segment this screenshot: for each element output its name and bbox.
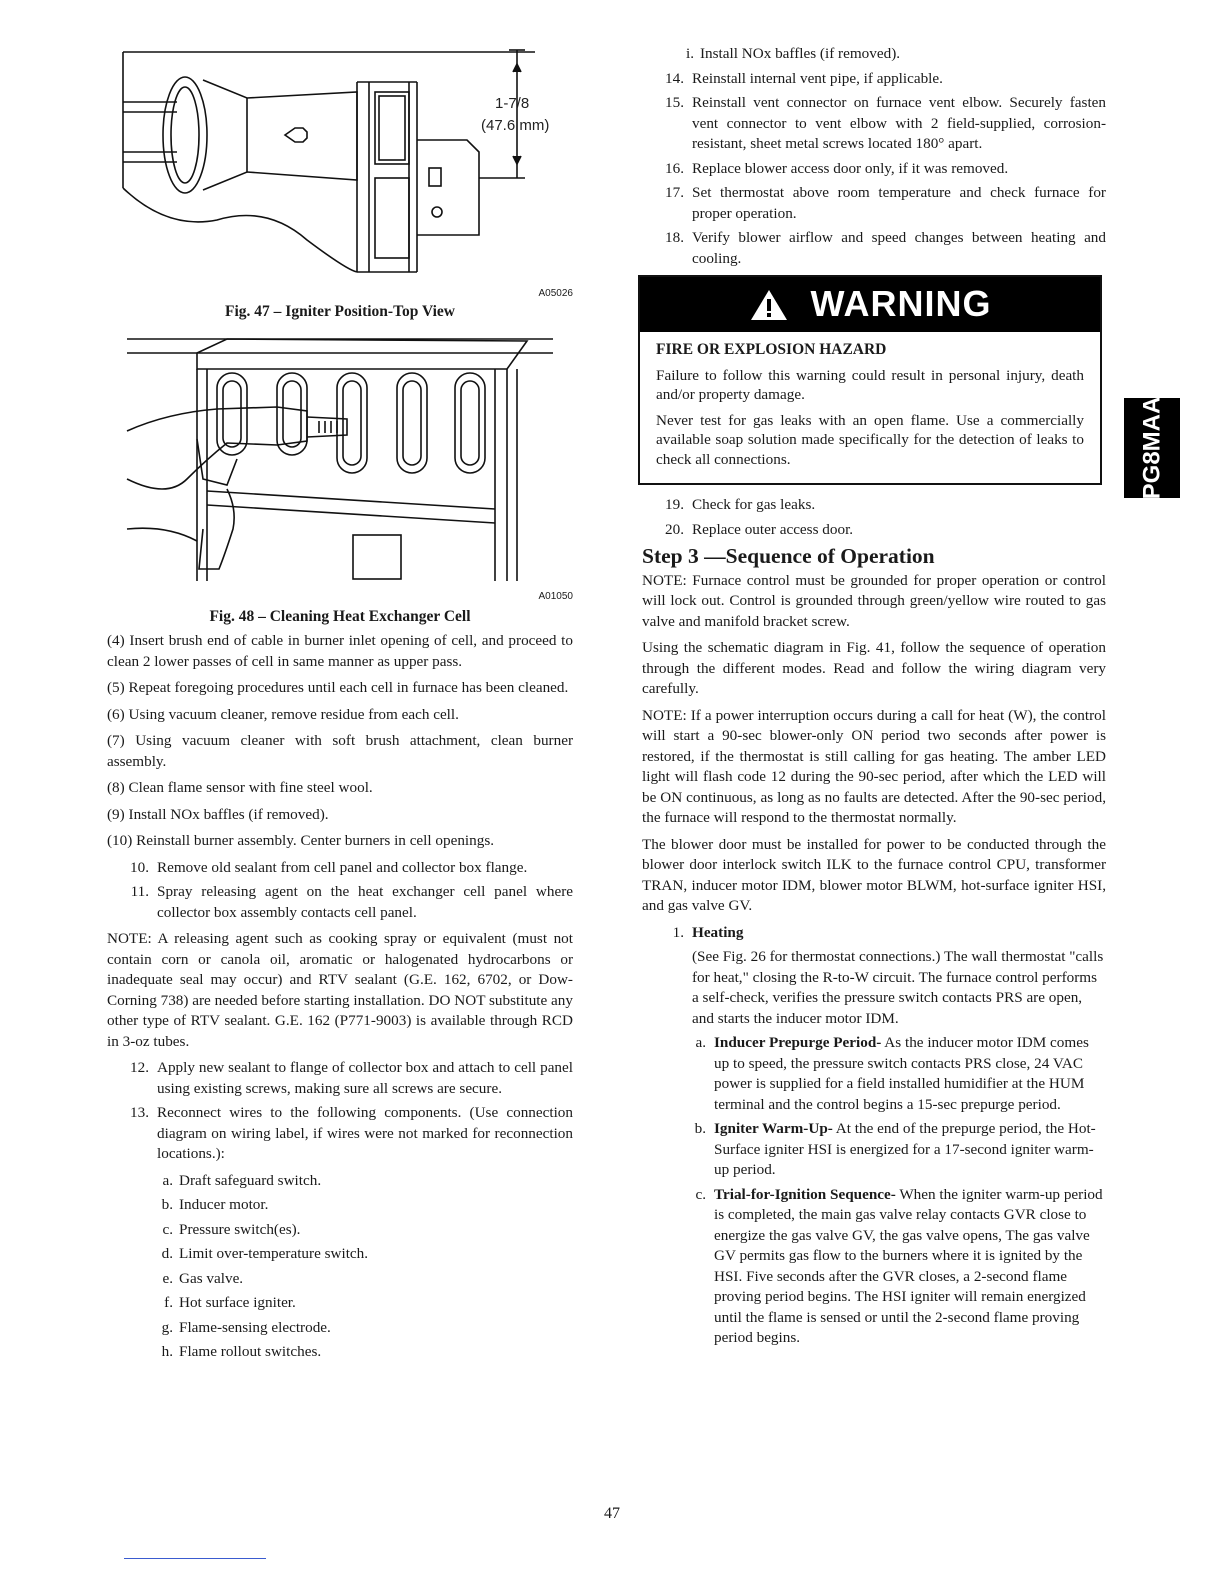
procedure-paragraph: (8) Clean flame sensor with fine steel wool. <box>107 779 373 796</box>
list-item: c. Pressure switch(es). <box>162 1220 301 1238</box>
list-item: 14. Reinstall internal vent pipe, if applicable. <box>665 69 943 87</box>
list-item: 13. Reconnect wires to the following components. (Use connection diagram on wiring label, if wires were not marked for reconnection locations.): <box>130 1104 573 1162</box>
heating-heading: 1. Heating <box>672 923 744 941</box>
list-item: h. Flame rollout switches. <box>161 1343 322 1360</box>
list-item: a. Inducer Prepurge Period- As the inducer motor IDM comes up to speed, the pressure switch contacts PRS close, 24 VAC power is supplied for a field installed humidifier at the HUM terminal and the control begins a 15-sec prepurge period. <box>695 1034 1089 1113</box>
list-item: e. Gas valve. <box>162 1269 244 1287</box>
list-item: i. Install NOx baffles (if removed). <box>685 45 901 62</box>
list-item: a. Draft safeguard switch. <box>162 1171 322 1189</box>
list-item: 20. Replace outer access door. <box>665 520 854 538</box>
list-item: f. Hot surface igniter. <box>164 1294 296 1311</box>
numbered-steps <box>107 858 573 924</box>
procedure-paragraph: (7) Using vacuum cleaner with soft brush attachment, clean burner assembly. <box>107 732 573 770</box>
warning-title: WARNING <box>810 283 992 325</box>
components-list <box>107 1171 573 1363</box>
figure-48 <box>107 329 573 603</box>
igniter-top-view-drawing <box>107 40 573 290</box>
figure-47 <box>107 40 573 298</box>
right-column <box>642 44 1106 1353</box>
list-item: b. Inducer motor. <box>161 1196 269 1213</box>
warning-body <box>640 332 1100 483</box>
body-paragraph: Using the schematic diagram in Fig. 41, follow the sequence of operation through the different modes. Read and follow the wiring diagram very carefully. <box>642 639 1106 697</box>
components-list-continued <box>642 44 1106 65</box>
figure-47-caption: Fig. 47 – Igniter Position-Top View <box>225 303 455 320</box>
procedure-paragraph: (4) Insert brush end of cable in burner inlet opening of cell, and proceed to clean 2 lower passes of cell in same manner as upper pass. <box>107 632 573 670</box>
figure-48-caption: Fig. 48 – Cleaning Heat Exchanger Cell <box>209 607 471 625</box>
list-item: b. Igniter Warm-Up- At the end of the prepurge period, the Hot-Surface igniter HSI is energized for a 17-second igniter warm-up period. <box>694 1120 1096 1178</box>
note-paragraph: NOTE: A releasing agent such as cooking spray or equivalent (must not contain corn or canola oil, aromatic or halogenated hydrocarbons or inadequate seal may occur) and RTV sealant (G.E. 162, 6702, or Dow-Corning 738) are needed before starting installation. DO NOT substitute any other type of RTV sealant. G.E. 162 (P771-9003) is available through RCD in 3-oz tubes. <box>107 930 573 1050</box>
list-item: c. Trial-for-Ignition Sequence- When the igniter warm-up period is completed, the main gas valve relay contacts GVR close to energize the gas valve GV, the gas valve opens, The gas valve GV permits gas flow to the burners where it is ignited by the HSI. Five seconds after the GVR closes, a 2-second flame proving period begins. The HSI igniter will remain energized until the flame is sensed or until the 2-second flame proving period begins. <box>695 1185 1103 1346</box>
warning-header <box>640 277 1100 332</box>
dimension-mm: (47.6 mm) <box>481 117 550 134</box>
procedure-paragraph: (10) Reinstall burner assembly. Center burners in cell openings. <box>107 832 495 849</box>
heating-sequence-list <box>642 1033 1106 1349</box>
list-item: 16. Replace blower access door only, if it was removed. <box>665 159 1009 177</box>
warning-text: Never test for gas leaks with an open flame. Use a commercially available soap solution made specifically for the detection of leaks to check all connections. <box>656 411 1084 468</box>
heating-paragraph: (See Fig. 26 for thermostat connections.) The wall thermostat "calls for heat," closing the R-to-W circuit. The furnace control performs a self-check, verifies the pressure switch contacts PRS are open, and starts the inducer motor IDM. <box>692 948 1104 1027</box>
list-item: 17. Set thermostat above room temperature and check furnace for proper operation. <box>665 184 1106 222</box>
note-paragraph: NOTE: Furnace control must be grounded for proper operation or control will lock out. Control is grounded through green/yellow wire routed to gas valve and manifold bracket screw. <box>642 571 1106 630</box>
model-side-tab: PG8MAA <box>1124 398 1180 498</box>
cleaning-heat-exchanger-drawing <box>107 329 573 593</box>
list-item: 18. Verify blower airflow and speed changes between heating and cooling. <box>665 229 1106 267</box>
page-number: 47 <box>604 1505 620 1522</box>
procedure-paragraph: (5) Repeat foregoing procedures until each cell in furnace has been cleaned. <box>107 679 569 696</box>
list-item: g. Flame-sensing electrode. <box>161 1318 331 1336</box>
list-item: 19. Check for gas leaks. <box>665 496 816 513</box>
list-item: 11. Spray releasing agent on the heat exchanger cell panel where collector box assembly contacts cell panel. <box>130 883 573 921</box>
list-item: 12. Apply new sealant to flange of collector box and attach to cell panel using existing screws, making sure all screws are secure. <box>130 1059 573 1097</box>
procedure-paragraph: (6) Using vacuum cleaner, remove residue from each cell. <box>107 705 459 723</box>
warning-triangle-icon <box>749 288 789 322</box>
body-paragraph: The blower door must be installed for power to be conducted through the blower door interlock switch ILK to the furnace control CPU, transformer TRAN, inducer motor IDM, blower motor BLWM, hot-surface igniter HSI, and gas valve GV. <box>642 835 1106 914</box>
figure-code: A01050 <box>538 590 573 602</box>
list-item: 15. Reinstall vent connector on furnace vent elbow. Securely fasten vent connector to vent elbow with 2 field-supplied, corrosion-resistant, sheet metal screws located 180° apart. <box>665 94 1106 152</box>
left-column <box>107 40 573 1369</box>
note-paragraph: NOTE: If a power interruption occurs during a call for heat (W), the control will start a 90-sec blower-only ON period two seconds after power is restored, if the thermostat is still calling for gas heating. The amber LED light will flash code 12 during the 90-sec period, after which the LED will be ON continuous, as long as no faults are detected. After the 90-sec period, the furnace will respond to the thermostat normally. <box>642 706 1106 826</box>
section-heading: Step 3 —Sequence of Operation <box>642 544 935 568</box>
numbered-steps <box>642 495 1106 540</box>
hazard-title: FIRE OR EXPLOSION HAZARD <box>656 341 887 358</box>
numbered-steps <box>642 69 1106 270</box>
warning-text: Failure to follow this warning could result in personal injury, death and/or property damage. <box>656 366 1084 403</box>
list-item: 10. Remove old sealant from cell panel and collector box flange. <box>130 858 528 876</box>
figure-code: A05026 <box>538 288 573 299</box>
warning-box <box>638 275 1102 485</box>
procedure-paragraph: (9) Install NOx baffles (if removed). <box>107 805 329 823</box>
dimension-inches: 1-7/8 <box>495 95 530 112</box>
footer-line <box>124 1558 266 1559</box>
numbered-steps <box>107 1058 573 1165</box>
list-item: d. Limit over-temperature switch. <box>161 1245 369 1262</box>
